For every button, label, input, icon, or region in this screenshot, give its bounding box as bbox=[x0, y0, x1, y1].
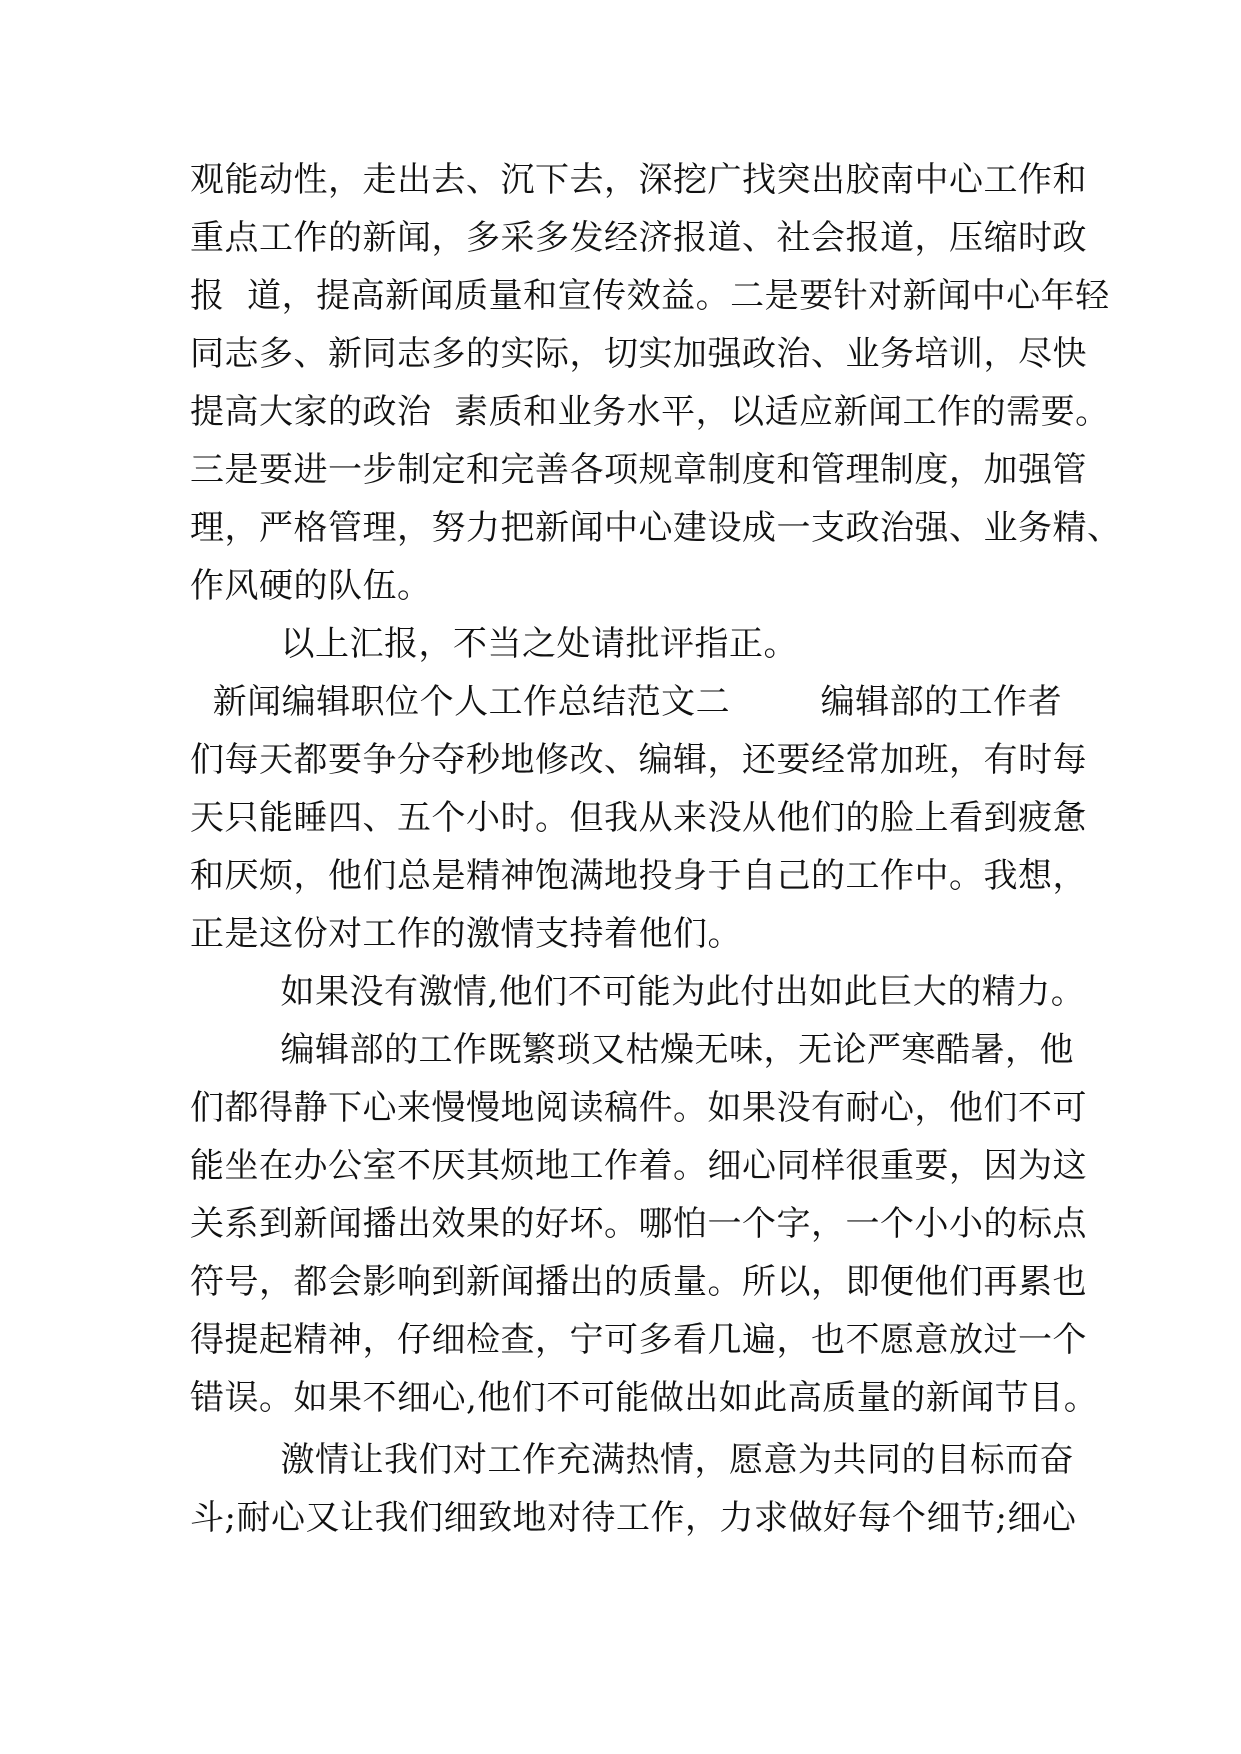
text-line-24: 斗;耐心又让我们细致地对待工作，力求做好每个细节;细心 bbox=[190, 1498, 1077, 1538]
text-line-14: 正是这份对工作的激情支持着他们。 bbox=[190, 914, 742, 954]
text-line-2: 重点工作的新闻，多采多发经济报道、社会报道，压缩时政 bbox=[190, 218, 1087, 258]
text-line-4: 同志多、新同志多的实际，切实加强政治、业务培训，尽快 bbox=[190, 334, 1087, 374]
text-line-16: 编辑部的工作既繁琐又枯燥无味，无论严寒酷暑，他 bbox=[190, 1030, 1074, 1070]
section-heading: 新闻编辑职位个人工作总结范文二 编辑部的工作者 bbox=[190, 682, 1063, 722]
text-line-3: 报 道，提高新闻质量和宣传效益。二是要针对新闻中心年轻 bbox=[190, 276, 1110, 316]
text-line-12: 天只能睡四、五个小时。但我从来没从他们的脸上看到疲惫 bbox=[190, 798, 1087, 838]
text-line-22: 错误。如果不细心,他们不可能做出如此高质量的新闻节目。 bbox=[190, 1378, 1099, 1418]
text-line-19: 关系到新闻播出效果的好坏。哪怕一个字，一个小小的标点 bbox=[190, 1204, 1087, 1244]
text-line-15: 如果没有激情,他们不可能为此付出如此巨大的精力。 bbox=[190, 972, 1086, 1012]
text-line-20: 符号，都会影响到新闻播出的质量。所以，即便他们再累也 bbox=[190, 1262, 1087, 1302]
text-line-18: 能坐在办公室不厌其烦地工作着。细心同样很重要，因为这 bbox=[190, 1146, 1087, 1186]
text-line-11: 们每天都要争分夺秒地修改、编辑，还要经常加班，有时每 bbox=[190, 740, 1087, 780]
text-line-7: 理，严格管理，努力把新闻中心建设成一支政治强、业务精、 bbox=[190, 508, 1122, 548]
text-line-21: 得提起精神，仔细检查，宁可多看几遍，也不愿意放过一个 bbox=[190, 1320, 1087, 1360]
text-line-6: 三是要进一步制定和完善各项规章制度和管理制度，加强管 bbox=[190, 450, 1087, 490]
text-line-1: 观能动性，走出去、沉下去，深挖广找突出胶南中心工作和 bbox=[190, 160, 1087, 200]
text-line-5: 提高大家的政治 素质和业务水平，以适应新闻工作的需要。 bbox=[190, 392, 1110, 432]
text-line-13: 和厌烦，他们总是精神饱满地投身于自己的工作中。我想， bbox=[190, 856, 1087, 896]
text-line-23: 激情让我们对工作充满热情，愿意为共同的目标而奋 bbox=[190, 1440, 1074, 1480]
text-line-9: 以上汇报，不当之处请批评指正。 bbox=[190, 624, 798, 664]
text-line-8: 作风硬的队伍。 bbox=[190, 566, 432, 606]
text-line-17: 们都得静下心来慢慢地阅读稿件。如果没有耐心，他们不可 bbox=[190, 1088, 1087, 1128]
